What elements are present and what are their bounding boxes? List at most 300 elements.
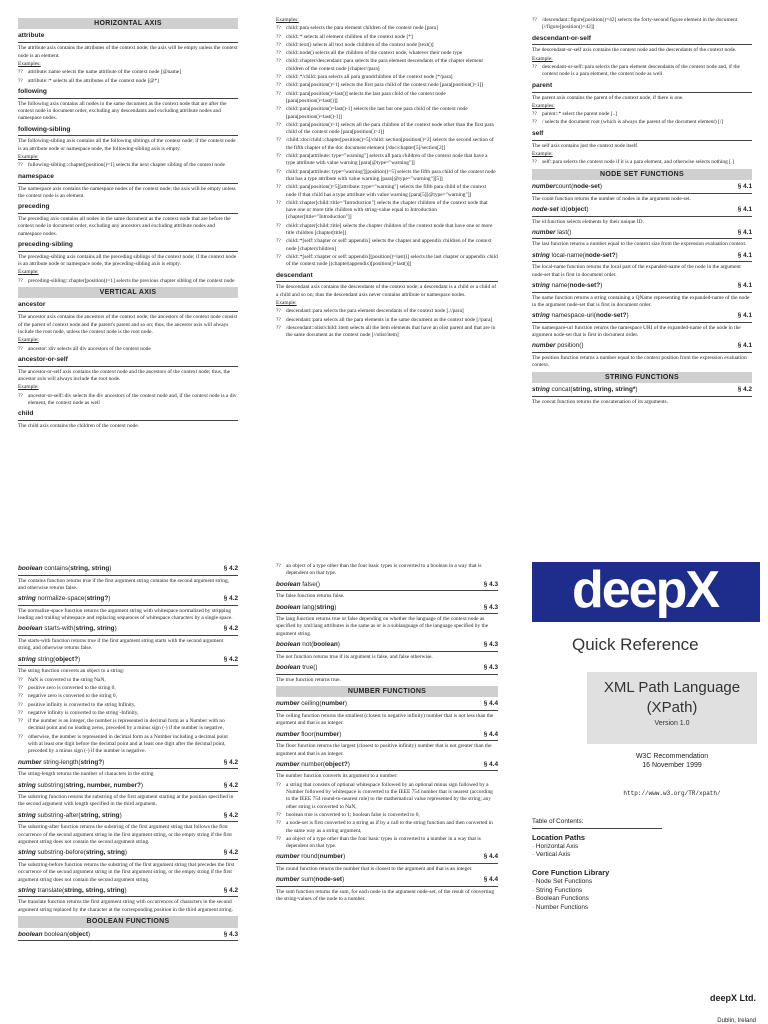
heading-ancestor: ancestor (18, 301, 238, 312)
heading-attribute: attribute (18, 32, 238, 43)
function-args: string, string, string* (572, 386, 636, 394)
function-signature (532, 312, 752, 323)
function-name: substring-after( (35, 811, 81, 819)
function-name: boolean( (42, 930, 70, 938)
example-item: ?? parent::* select the parent node [..] (532, 111, 617, 118)
function-signature (18, 782, 238, 793)
heading-child: child (18, 410, 238, 421)
return-type: string (18, 595, 36, 603)
function-name: translate( (35, 886, 65, 894)
function-signature (532, 206, 752, 217)
example-item: ?? child::*[self::chapter or self::appendix][position()=last()] selects the last chapter or appendix child of the context node [(chapter|appendix)[position()=last()]] (276, 253, 498, 268)
function-close: ) (347, 760, 350, 768)
function-entry (532, 252, 752, 279)
spec-reference: § 4.4 (483, 730, 498, 738)
text-child: The child axis contains the children of the context node. (18, 423, 139, 430)
spec-reference: § 4.1 (737, 342, 752, 350)
label-example: Example: (532, 55, 553, 62)
function-args: boolean (313, 641, 338, 649)
function-close: ) (337, 641, 340, 649)
example-item: ?? self::para selects the context node if it is a para element, and otherwise selects nothing [.] (532, 159, 735, 166)
example-item: ?? /child::doc/child::chapter[position()=5]/child::section[position()=2] selects the second section of the fifth chapter of the doc document element [/doc/chapter[5]/section[2]] (276, 137, 494, 151)
function-args: number (321, 700, 345, 708)
function-entry (276, 876, 498, 903)
function-entry (18, 812, 238, 847)
function-entry (18, 931, 238, 942)
return-type: number (532, 228, 556, 236)
function-signature (276, 731, 498, 742)
function-args: string? (86, 595, 109, 603)
return-type: boolean (276, 664, 301, 671)
function-description: The true function returns true. (276, 676, 341, 683)
return-type: boolean (18, 565, 43, 572)
text-parent: The parent axis contains the parent of the context node, if there is one. (532, 94, 684, 101)
function-name: namespace-uri( (549, 312, 596, 320)
function-entry (276, 853, 498, 873)
function-entry (532, 206, 752, 226)
return-type: number (276, 760, 300, 768)
example-item: ?? an object of a type other than the four basic types is converted to a number in a way that is dependent on that type. (276, 835, 481, 850)
function-name: id( (558, 205, 568, 213)
function-name: lang( (300, 603, 317, 611)
function-entry (532, 386, 752, 406)
child-examples-list (276, 25, 498, 268)
function-entry (276, 604, 498, 639)
example-item: ?? child::para[position()=last()-1] selects the last but one para child of the context node [para[position()=last()-1]] (276, 106, 468, 120)
return-type: string (18, 811, 36, 819)
text-ancestor-or-self: The ancestor-or-self axis contains the context node and the ancestors of the context node; thus, the ancestor axis will always include the root node. (18, 368, 231, 383)
example-item: ?? positive zero is converted to the string 0, (18, 684, 116, 691)
spec-reference: § 4.3 (483, 641, 498, 649)
example-item: ?? child::para[attribute::type="warning"] selects all para children of the context node that have a type attribute with value warning [para[@type="warning"]] (276, 153, 488, 167)
spec-reference: § 4.3 (483, 664, 498, 671)
return-type: number (276, 730, 300, 738)
toc-label: Table of Contents: (532, 818, 662, 829)
spec-reference: § 4.2 (223, 595, 238, 603)
string-function-list (18, 565, 238, 676)
function-description: The false function returns false. (276, 593, 345, 600)
example-item: ?? child::chapter[child::title] selects the chapter children of the context node that have one or more title children [chapter[title]] (276, 222, 493, 237)
function-name: last() (555, 228, 572, 236)
function-signature (276, 700, 498, 711)
example-item: ?? / selects the document root (which is always the parent of the document element) [/] (532, 119, 724, 126)
function-signature (276, 876, 498, 887)
function-name: local-name( (549, 251, 585, 259)
function-entry (276, 664, 498, 684)
function-name: string-length( (41, 758, 81, 766)
function-args: string (316, 603, 335, 611)
function-close: ) (343, 853, 346, 861)
function-description: The namespace-uri function returns the namespace URI of the expanded-name of the node in the argument node-set that is first in document order. (532, 324, 741, 339)
example-item: ?? descendant::para selects all the para elements in the same document as the context node [//para] (276, 316, 493, 323)
function-description: The id function selects elements by their unique ID. (532, 218, 644, 225)
text-ancestor: The ancestor axis contains the ancestors of the context node; the ancestors of the context node consist of the parent of context node and the parent's parent and so on; thus, the ancestor axis will always include the root node, unless the context node is the root node. (18, 314, 238, 335)
toc-item: · Node Set Functions (532, 877, 593, 885)
function-signature (18, 849, 238, 860)
return-type: string (532, 312, 550, 320)
section-number-functions: NUMBER FUNCTIONS (276, 686, 498, 697)
spec-reference: § 4.1 (737, 182, 752, 190)
title-line-1: XML Path Language (603, 679, 741, 696)
recommendation-date: 16 November 1999 (642, 762, 702, 770)
text-following-sibling: The following-sibling axis contains all the following siblings of the context node; if the context node is an attribute node or namespace node, the following-sibling axis is empty. (18, 138, 236, 152)
function-close: ) (78, 655, 81, 663)
spec-url: http://www.w3.org/TR/xpath/ (623, 790, 721, 797)
return-type: boolean (276, 641, 301, 649)
panel-string-functions (18, 562, 238, 1024)
function-args: string, string (85, 849, 125, 857)
function-description: The concat function returns the concatenation of its arguments. (532, 398, 668, 405)
function-close: ) (344, 700, 348, 708)
function-signature (532, 386, 752, 397)
function-name: count( (555, 182, 574, 190)
function-signature (532, 229, 752, 240)
return-type: number (18, 758, 42, 766)
function-description: The string-length returns the number of characters in the string (18, 771, 154, 778)
function-signature (276, 664, 498, 675)
function-args: string? (80, 758, 103, 766)
function-name: true() (300, 664, 318, 671)
function-entry (532, 342, 752, 369)
function-name: substring( (35, 781, 66, 789)
function-entry (532, 312, 752, 339)
function-close: ) (600, 282, 603, 290)
example-item: ?? an object of a type other than the four basic types is converted to a boolean in a way that is dependent on that type. (276, 563, 482, 577)
text-namespace: The namespace axis contains the namespace nodes of the context node; the axis will be empty unless the context node is an element. (18, 185, 236, 199)
function-args: string, string, string (64, 886, 125, 894)
function-entry (532, 183, 752, 203)
recommendation-label: W3C Recommendation (635, 753, 709, 760)
spec-reference: § 4.3 (483, 580, 498, 588)
spec-reference: § 4.1 (737, 282, 752, 290)
function-name: string( (35, 655, 56, 663)
function-close: ) (339, 730, 342, 738)
function-description: The normalize-space function returns the argument string with whitespace normalized by stripping leading and trailing whitespace and replacing sequences of whitespace characters by a single space. (18, 607, 233, 622)
section-node-set-functions: NODE SET FUNCTIONS (532, 169, 752, 180)
function-close: ) (124, 849, 128, 857)
spec-reference: § 4.3 (483, 603, 498, 611)
function-args: string, number, number? (65, 781, 141, 789)
return-type: number (532, 182, 556, 190)
spec-reference: § 4.2 (223, 886, 238, 894)
function-entry (18, 625, 238, 652)
return-type: number (276, 876, 300, 884)
function-signature (532, 252, 752, 263)
spec-reference: § 4.2 (223, 811, 238, 819)
example-item: ?? /descendant::olist/child::item selects all the item elements that have an olist parent and that are in the same document as the context node [//olist/item] (276, 324, 496, 339)
boolean-function-list (276, 581, 498, 684)
version-label: Version 1.0 (654, 719, 690, 727)
panel-location-paths-1 (18, 16, 238, 528)
heading-parent: parent (532, 82, 752, 93)
return-type: string (18, 886, 36, 894)
spec-reference: § 4.2 (223, 625, 238, 633)
heading-self: self (532, 130, 752, 141)
example-item: ?? child::*[self::chapter or self::appendix] selects the chapter and appendix children of the context node [chapter|children] (276, 238, 492, 252)
recommendation-info (587, 752, 757, 771)
quick-reference-title: Quick Reference (572, 635, 699, 654)
return-type: boolean (276, 603, 301, 611)
label-examples: Examples: (18, 60, 41, 67)
function-signature (532, 342, 752, 353)
toc-group-location-paths: Location Paths (532, 832, 585, 842)
toc-item: · Boolean Functions (532, 895, 589, 903)
example-item: ?? child::para[position()=5][attribute::type="warning"] selects the fifth para child of the context node if that child has a type attribute with value warning [para[5][@type="warning"]] (276, 184, 487, 198)
function-close: ) (334, 603, 337, 611)
function-close: ) (87, 930, 91, 938)
function-entry (276, 731, 498, 758)
function-name: name( (549, 282, 570, 290)
number-conversion-list (276, 812, 498, 850)
function-name: round( (299, 853, 320, 861)
function-args: node-set? (595, 312, 627, 320)
return-type: boolean (18, 930, 43, 938)
return-type: node-set (532, 205, 559, 213)
example-item: ?? ancestor::div selects all div ancestors of the context node (18, 345, 151, 352)
heading-preceding: preceding (18, 203, 238, 214)
function-close: ) (615, 251, 618, 259)
function-description: The substring-after function returns the substring of the first argument string that follows the first occurrence of the second argument string in the first argument string, or the empty string if the first argument string does not contain the second argument string. (18, 824, 232, 846)
example-item: ?? preceding-sibling::chapter[position()=1] selects the previous chapter sibling of the context node (18, 277, 235, 284)
function-signature (276, 641, 498, 652)
function-close: ) (635, 386, 638, 394)
function-args: node-set (315, 876, 343, 884)
example-item: ?? attribute::name selects the name attribute of the context node [@name] (18, 69, 181, 76)
function-name: not( (300, 641, 314, 649)
function-signature (18, 931, 238, 942)
example-item: ?? child::para[position()=last()] selects the last para child of the context node [para[position()=last()]] (276, 90, 446, 104)
function-description: The round function returns the number that is closest to the argument and that is an integer. (276, 866, 473, 873)
spec-reference: § 4.4 (483, 876, 498, 884)
toc-item: · Number Functions (532, 903, 589, 911)
function-entry (18, 759, 238, 779)
example-item: ?? child::para[position()>1] selects all the para children of the context node other than the first para child of the context node [para[position()>1]] (276, 121, 494, 136)
return-type: string (532, 282, 550, 290)
label-example: Example: (18, 154, 39, 161)
function-entry (276, 700, 498, 727)
function-description: The last function returns a number equal to the context size from the expression evaluation context. (532, 241, 747, 248)
example-item: ?? child::para[attribute::type='warning'][position()=5] selects the fifth para child of the context node that has a type attribute with value warning [para[@type="warning"][5]] (276, 168, 496, 182)
spec-reference: § 4.3 (223, 930, 238, 938)
function-entry (18, 782, 238, 809)
toc-group-core-functions: Core Function Library (532, 867, 610, 877)
spec-reference: § 4.1 (737, 205, 752, 213)
spec-reference: § 4.2 (223, 781, 238, 789)
return-type: boolean (18, 625, 43, 633)
function-signature (276, 604, 498, 615)
function-entry (276, 581, 498, 601)
function-signature (276, 761, 498, 772)
function-name: concat( (549, 386, 573, 394)
return-type: string (18, 781, 36, 789)
function-entry (532, 282, 752, 309)
example-item: ?? negative zero is converted to the string 0, (18, 693, 117, 700)
example-item: ?? child::chapter/descendant::para selects the para element descendants of the chapter element children of the context node [chapter//para] (276, 58, 483, 72)
example-item: ?? negative infinity is converted to the string -Infinity, (18, 709, 139, 716)
heading-following-sibling: following-sibling (18, 126, 238, 137)
function-args: string, string (80, 811, 120, 819)
function-entry (18, 565, 238, 592)
example-item: ?? descendant::para selects the para element descendants of the context node [.//para] (276, 308, 464, 315)
label-example: Example: (18, 269, 39, 276)
function-entry (532, 229, 752, 249)
spec-reference: § 4.2 (737, 386, 752, 394)
function-signature (18, 625, 238, 636)
function-close: ) (108, 595, 111, 603)
toc-item: · Vertical Axis (532, 851, 571, 859)
example-item: ?? positive infinity is converted to the string Infinity, (18, 701, 136, 708)
function-args: object? (325, 760, 348, 768)
company-name: deepX Ltd. (709, 993, 756, 1003)
number-function-list-2 (276, 853, 498, 903)
spec-reference: § 4.4 (483, 700, 498, 708)
function-signature (18, 759, 238, 770)
example-item: ?? child::*/child::para selects all para grandchildren of the context node [*/para] (276, 74, 453, 81)
function-name: floor( (299, 730, 316, 738)
function-entry (18, 849, 238, 884)
boolean-function (18, 931, 238, 942)
return-type: boolean (276, 580, 301, 588)
function-signature (276, 581, 498, 592)
function-close: ) (140, 781, 144, 789)
return-type: number (276, 700, 300, 708)
function-description: The position function returns a number equal to the context position from the expression evaluation context. (532, 355, 747, 369)
function-signature (532, 183, 752, 194)
function-args: node-set? (569, 282, 601, 290)
label-examples: Examples: (532, 102, 555, 109)
function-entry (276, 761, 498, 781)
deepx-logo (532, 562, 760, 622)
function-args: node-set (573, 182, 600, 190)
text-preceding: The preceding axis contains all nodes in the same document as the context node that are before the context node in document order, excluding any ancestors and excluding attribute nodes and namespace nodes. (18, 216, 231, 237)
string-function-list-2 (18, 759, 238, 914)
return-type: string (532, 386, 550, 394)
function-description: The string function converts an object to a string: (18, 668, 125, 675)
function-args: number (319, 853, 344, 861)
example-item: ?? child::chapter[child::title="Introduction"] selects the chapter children of the context node that have one or more title children with string-value equal to Introduction [chapter[title="Introduction"]] (276, 199, 488, 221)
heading-descendant-or-self: descendant-or-self (532, 35, 752, 46)
function-args: object (69, 930, 88, 938)
section-vertical-axis: VERTICAL AXIS (18, 287, 238, 298)
spec-reference: § 4.2 (223, 565, 238, 572)
text-preceding-sibling: The preceding-sibling axis contains all the preceding siblings of the context node; if the context node is an attribute node or namespace node, the preceding-sibling axis is empty. (18, 253, 237, 268)
function-name: starts-with( (42, 625, 76, 633)
function-signature (18, 565, 238, 576)
text-attribute: The attribute axis contains the attributes of the context node; the axis will be empty unless the context node is an element. (18, 45, 238, 59)
function-signature (18, 887, 238, 898)
function-entry (276, 641, 498, 661)
spec-reference: § 4.1 (737, 228, 752, 236)
function-args: string, string (70, 565, 110, 572)
function-name: contains( (42, 565, 71, 572)
concat-function (532, 386, 752, 406)
toc-item: · Horizontal Axis (532, 842, 579, 850)
example-item: ?? child::node() selects all the children of the context node, whatever their node type (276, 50, 463, 57)
example-item: ?? otherwise, the number is represented in decimal form as a Number including a decimal point with at least one digit before the decimal point and at least one digit after the decimal point, preceded by a minus sign (-) if the number is negative. (18, 733, 228, 755)
number-function-list (276, 700, 498, 780)
text-descendant: The descendant axis contains the descendants of the context node; a descendant is a child or a child of a child and so on; thus the descendant axis never contains attribute or namespace nodes. (276, 284, 497, 298)
example-item: ?? following-sibling::chapter[position()=1] selects the next chapter sibling of the context node (18, 162, 225, 169)
label-example: Example: (18, 384, 39, 391)
heading-ancestor-or-self: ancestor-or-self (18, 356, 238, 367)
function-signature (18, 656, 238, 667)
example-item: ?? ancestor-or-self::div selects the div ancestors of the context node and, if the context node is a div element, the context node as well (18, 392, 237, 406)
example-item: ?? child::text() selects all text node children of the context node [text()] (276, 41, 434, 48)
string-conversion-list (18, 677, 238, 756)
function-close: ) (102, 758, 105, 766)
example-item: ?? a node-set is first converted to a string as if by a call to the string function and then converted in the same way as a string argument, (276, 820, 493, 834)
function-args: string, string (75, 625, 115, 633)
function-description: The lang function returns true or false depending on whether the language of the context node as specified by xml:lang attributes is the same as or is a sublanguage of the language specified by the argument string. (276, 616, 489, 637)
function-description: The count function returns the number of nodes in the argument node-set. (532, 195, 691, 202)
example-item: ?? /descendant::figure[position()=42] selects the forty-second figure element in the document [//figure[position()=42]] (532, 17, 738, 31)
cover-panel (532, 562, 762, 1024)
function-args: node-set? (584, 251, 616, 259)
heading-preceding-sibling: preceding-sibling (18, 241, 238, 252)
function-close: ) (599, 182, 602, 190)
spec-reference: § 4.2 (223, 849, 238, 857)
function-close: ) (109, 565, 112, 572)
return-type: number (532, 342, 556, 350)
return-type: number (276, 853, 300, 861)
function-description: The substring function returns the substring of the first argument starting at the position specified in the second argument with length specified in the third argument. (18, 794, 234, 808)
example-item: ?? attribute::* selects all the attributes of the context node [@*] (18, 77, 159, 84)
function-close: ) (124, 886, 127, 894)
spec-reference: § 4.4 (483, 760, 498, 768)
function-description: The sum function returns the sum, for each node in the argument node-set, of the result of converting the string-values of the node to a number. (276, 889, 495, 903)
function-description: The name function returns a string containing a QName representing the expanded-name of the node in the argument node-set that is first in document order. (532, 294, 750, 308)
function-name: number( (299, 760, 326, 768)
function-args: number (315, 730, 340, 738)
title-line-2: (XPath) (646, 699, 698, 717)
return-type: string (18, 849, 36, 857)
function-name: normalize-space( (35, 595, 87, 603)
function-description: The ceiling function returns the smallest (closest to negative infinity) number that is not less than the argument and that is an integer. (276, 713, 494, 727)
heading-descendant: descendant (276, 272, 498, 283)
text-following: The following axis contains all nodes in the same document as the context node that are after the context node in document order, excluding any descendants and excluding attribute nodes and namespace nodes. (18, 100, 227, 122)
function-signature (276, 853, 498, 864)
spec-reference: § 4.1 (737, 312, 752, 320)
function-description: The translate function returns the first argument string with occurrences of characters in the second argument string replaced by the character at the corresponding position in the third argument string. (18, 899, 233, 913)
function-description: The not function returns true if its argument is false, and false otherwise. (276, 653, 433, 660)
table-of-contents (532, 818, 662, 912)
function-description: The floor function returns the largest (closest to positive infinity) number that is not greater than the argument and that is an integer. (276, 743, 492, 757)
function-name: false() (300, 580, 321, 588)
heading-following: following (18, 88, 238, 99)
function-close: ) (586, 205, 589, 213)
function-description: The starts-with function returns true if the first argument string starts with the second argument string, and otherwise returns false. (18, 638, 224, 652)
panel-location-paths-2 (276, 16, 498, 528)
section-boolean-functions: BOOLEAN FUNCTIONS (18, 916, 238, 927)
section-horizontal-axis: HORIZONTAL AXIS (18, 18, 238, 29)
function-signature (18, 595, 238, 606)
example-item: ?? child::para[position()=1] selects the first para child of the context node [para[position()=1]] (276, 82, 484, 89)
return-type: string (532, 251, 550, 259)
example-item: ?? if the number is an integer, the number is represented in decimal form as a Number with no decimal point and no leading zeros, preceded by a minus sign (-) if the number is negative, (18, 718, 225, 732)
function-close: ) (114, 625, 117, 633)
function-args: object? (55, 655, 79, 663)
example-item: ?? NaN is converted to the string NaN, (18, 676, 106, 683)
function-signature (532, 282, 752, 293)
heading-namespace: namespace (18, 173, 238, 184)
number-conversion-item: ?? a string that consists of optional whitespace followed by an optional minus sign followed by a Number followed by whitespace is converted to the IEEE 754 number that is nearest (according to the IEEE 754 round-to-nearest rule) to the mathematical value represented by the string; any other string is converted to NaN, (276, 781, 493, 810)
text-self: The self axis contains just the context node itself. (532, 142, 639, 149)
function-description: The contains function returns true if the first argument string contains the second argument string, and otherwise returns false. (18, 577, 230, 591)
function-description: The number function converts its argument to a number: (276, 773, 398, 780)
section-string-functions: STRING FUNCTIONS (532, 372, 752, 383)
function-name: ceiling( (299, 700, 322, 708)
function-close: ) (626, 312, 629, 320)
